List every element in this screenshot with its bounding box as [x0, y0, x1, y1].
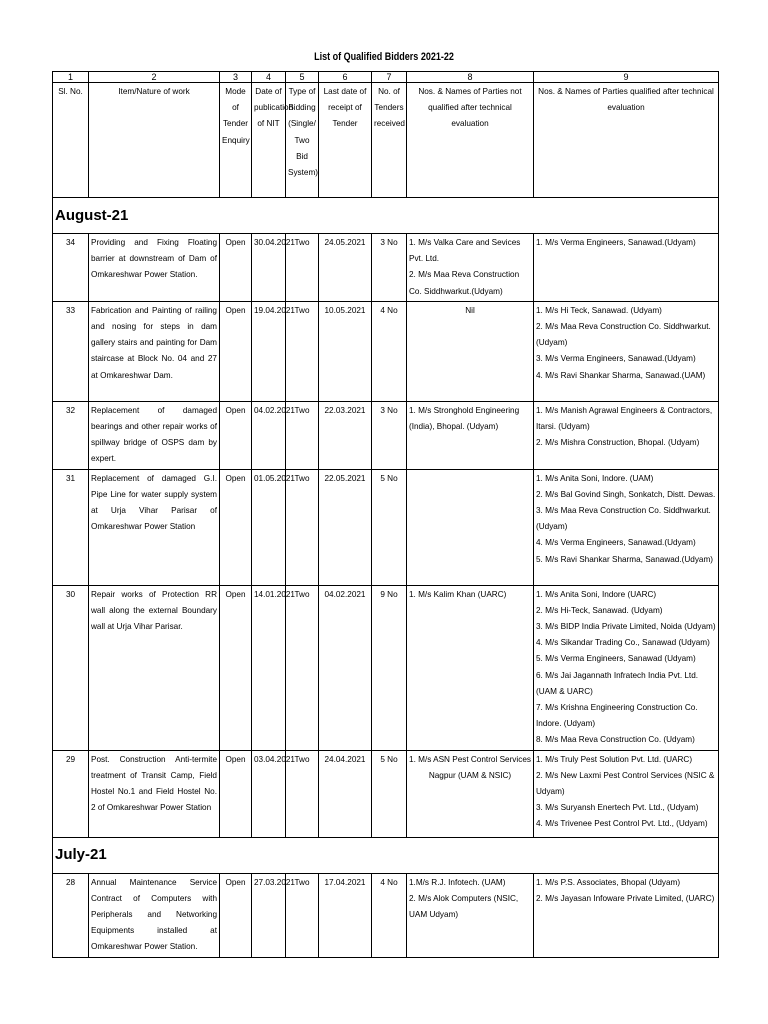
- column-header: Nos. & Names of Parties qualified after technical evaluation: [534, 83, 719, 198]
- mode-cell: Open: [220, 401, 252, 469]
- table-row: [53, 301, 719, 401]
- nit-date-cell: 19.04.2021: [252, 301, 286, 401]
- bidding-type-cell: Two: [286, 873, 319, 957]
- month-row: [53, 198, 719, 234]
- party-entry: 2. M/s Alok Computers (NSIC, UAM Udyam): [409, 893, 519, 920]
- column-number: 3: [220, 72, 252, 83]
- party-entry: 4. M/s Sikandar Trading Co., Sanawad (Udyam): [536, 638, 710, 648]
- party-entry: 1. M/s Verma Engineers, Sanawad.(Udyam): [536, 238, 696, 247]
- work-item-cell: Post. Construction Anti-termite treatment of Transit Camp, Field Hostel No.1 and Field Hostel No. 2 of Omkareshwar Power Station: [89, 750, 220, 837]
- column-number: 8: [407, 72, 534, 83]
- not-qualified-cell: [407, 750, 534, 837]
- nit-date-cell: 04.02.2021: [252, 401, 286, 469]
- nit-date-cell: 27.03.2021: [252, 873, 286, 957]
- party-entry: 2. M/s Mishra Construction, Bhopal. (Udyam): [536, 438, 700, 448]
- column-number: 9: [534, 72, 719, 83]
- column-header: Mode of Tender Enquiry: [220, 83, 252, 198]
- nit-date-cell: 30.04.2021: [252, 234, 286, 302]
- sl-no-cell: 34: [53, 234, 89, 302]
- column-number: 1: [53, 72, 89, 83]
- column-number-row: [53, 72, 719, 83]
- party-entry: 1. M/s P.S. Associates, Bhopal (Udyam): [536, 877, 681, 887]
- mode-cell: Open: [220, 873, 252, 957]
- sl-no-cell: 31: [53, 469, 89, 585]
- last-date-cell: 17.04.2021: [319, 873, 372, 957]
- not-qualified-cell: [407, 401, 534, 469]
- party-entry: 5. M/s Verma Engineers, Sanawad (Udyam): [536, 654, 696, 664]
- party-entry: 1. M/s Kalim Khan (UARC): [409, 589, 507, 599]
- table-row: [53, 750, 719, 837]
- sl-no-cell: 33: [53, 301, 89, 401]
- party-entry: 3. M/s Suryansh Enertech Pvt. Ltd., (Udyam): [536, 803, 699, 813]
- last-date-cell: 22.03.2021: [319, 401, 372, 469]
- month-label: July-21: [53, 837, 719, 873]
- column-header-row: [53, 83, 719, 198]
- column-header: Last date of receipt of Tender: [319, 83, 372, 198]
- party-entry: 1. M/s ASN Pest Control Services Nagpur (UAM & NSIC): [409, 754, 531, 780]
- last-date-cell: 04.02.2021: [319, 585, 372, 750]
- party-entry: 4. M/s Ravi Shankar Sharma, Sanawad.(UAM): [536, 370, 706, 380]
- party-entry: 8. M/s Maa Reva Construction Co. (Udyam): [536, 735, 695, 745]
- tenders-count-cell: 4 No: [372, 873, 407, 957]
- mode-cell: Open: [220, 750, 252, 837]
- work-item-cell: Repair works of Protection RR wall along the external Boundary wall at Urja Vihar Parisar.: [89, 585, 220, 750]
- bidding-type-cell: Two: [286, 469, 319, 585]
- bidding-type-cell: Two: [286, 585, 319, 750]
- nit-date-cell: 03.04.2021: [252, 750, 286, 837]
- tenders-count-cell: 9 No: [372, 585, 407, 750]
- mode-cell: Open: [220, 301, 252, 401]
- qualified-cell: [534, 401, 719, 469]
- column-header: Date of publication of NIT: [252, 83, 286, 198]
- nit-date-cell: 01.05.2021: [252, 469, 286, 585]
- party-entry: 1. M/s Truly Pest Solution Pvt. Ltd. (UARC): [536, 754, 693, 764]
- party-entry: 1. M/s Anita Soni, Indore (UARC): [536, 589, 657, 599]
- party-entry: 2. M/s Jayasan Infoware Private Limited, (UARC): [536, 893, 715, 903]
- bidding-type-cell: Two: [286, 301, 319, 401]
- party-entry: 6. M/s Jai Jagannath Infratech India Pvt. Ltd. (UAM & UARC): [536, 670, 699, 696]
- party-entry: 1.M/s R.J. Infotech. (UAM): [409, 877, 506, 887]
- table-row: [53, 234, 719, 302]
- qualified-cell: [534, 234, 719, 302]
- month-label: August-21: [53, 198, 719, 234]
- last-date-cell: 24.05.2021: [319, 234, 372, 302]
- bidders-table: [52, 71, 719, 958]
- qualified-cell: [534, 585, 719, 750]
- last-date-cell: 10.05.2021: [319, 301, 372, 401]
- qualified-cell: [534, 750, 719, 837]
- party-entry: 2. M/s Maa Reva Construction Co. Siddhwarkut.(Udyam): [536, 322, 711, 348]
- not-qualified-cell: [407, 585, 534, 750]
- tenders-count-cell: 3 No: [372, 401, 407, 469]
- last-date-cell: 24.04.2021: [319, 750, 372, 837]
- tenders-count-cell: 5 No: [372, 750, 407, 837]
- mode-cell: Open: [220, 234, 252, 302]
- work-item-cell: Annual Maintenance Service Contract of Computers with Peripherals and Networking Equipments installed at Omkareshwar Power Station.: [89, 873, 220, 957]
- column-header: Type of Bidding (Single/ Two Bid System): [286, 83, 319, 198]
- work-item-cell: Replacement of damaged bearings and other repair works of spillway bridge of OSPS dam by expert.: [89, 401, 220, 469]
- column-header: No. of Tenders received: [372, 83, 407, 198]
- last-date-cell: 22.05.2021: [319, 469, 372, 585]
- party-entry: 3. M/s Maa Reva Construction Co. Siddhwarkut.(Udyam): [536, 506, 711, 532]
- party-entry: 3. M/s Verma Engineers, Sanawad.(Udyam): [536, 354, 696, 364]
- table-row: [53, 469, 719, 585]
- not-qualified-cell: [407, 234, 534, 302]
- table-row: [53, 401, 719, 469]
- not-qualified-cell: [407, 469, 534, 585]
- work-item-cell: Providing and Fixing Floating barrier at downstream of Dam of Omkareshwar Power Station.: [89, 234, 220, 302]
- party-entry: 1. M/s Manish Agrawal Engineers & Contractors, Itarsi. (Udyam): [536, 405, 713, 432]
- tenders-count-cell: 3 No: [372, 234, 407, 302]
- column-number: 6: [319, 72, 372, 83]
- party-entry: 3. M/s BIDP India Private Limited, Noida (Udyam): [536, 622, 716, 632]
- not-qualified-cell: [407, 873, 534, 957]
- nit-date-cell: 14.01.2021: [252, 585, 286, 750]
- table-row: [53, 585, 719, 750]
- column-number: 5: [286, 72, 319, 83]
- work-item-cell: Fabrication and Painting of railing and nosing for steps in dam gallery stairs and painting for Dam staircase at Block No. 04 and 27 at Omkareshwar Dam.: [89, 301, 220, 401]
- not-qualified-cell: [407, 301, 534, 401]
- sl-no-cell: 32: [53, 401, 89, 469]
- party-entry: 2. M/s Hi-Teck, Sanawad. (Udyam): [536, 605, 663, 615]
- tenders-count-cell: 5 No: [372, 469, 407, 585]
- mode-cell: Open: [220, 469, 252, 585]
- column-number: 7: [372, 72, 407, 83]
- party-entry: 1. M/s Anita Soni, Indore. (UAM): [536, 473, 654, 483]
- party-entry: 5. M/s Ravi Shankar Sharma, Sanawad.(Udyam): [536, 554, 714, 564]
- mode-cell: Open: [220, 585, 252, 750]
- bidding-type-cell: Two: [286, 234, 319, 302]
- party-entry: 1. M/s Hi Teck, Sanawad. (Udyam): [536, 305, 662, 315]
- work-item-cell: Replacement of damaged G.I. Pipe Line for water supply system at Urja Vihar Parisar of Omkareshwar Power Station: [89, 469, 220, 585]
- column-header: Sl. No.: [53, 83, 89, 198]
- qualified-cell: [534, 469, 719, 585]
- party-entry: 4. M/s Verma Engineers, Sanawad.(Udyam): [536, 538, 696, 548]
- column-number: 2: [89, 72, 220, 83]
- qualified-cell: [534, 301, 719, 401]
- page-title: List of Qualified Bidders 2021-22: [314, 51, 454, 63]
- party-entry: 4. M/s Trivenee Pest Control Pvt. Ltd., (Udyam): [536, 819, 708, 829]
- table-row: [53, 873, 719, 957]
- party-entry: 2. M/s Bal Govind Singh, Sonkatch, Distt. Dewas.: [536, 489, 716, 499]
- party-entry: 2. M/s New Laxmi Pest Control Services (NSIC & Udyam): [536, 770, 715, 797]
- qualified-cell: [534, 873, 719, 957]
- bidding-type-cell: Two: [286, 750, 319, 837]
- party-entry: 7. M/s Krishna Engineering Construction Co. Indore. (Udyam): [536, 703, 698, 729]
- sl-no-cell: 29: [53, 750, 89, 837]
- sl-no-cell: 28: [53, 873, 89, 957]
- bidding-type-cell: Two: [286, 401, 319, 469]
- party-entry: Nil: [465, 305, 475, 315]
- column-number: 4: [252, 72, 286, 83]
- column-header: Item/Nature of work: [89, 83, 220, 198]
- party-entry: 1. M/s Stronghold Engineering (India), Bhopal. (Udyam): [409, 405, 520, 432]
- party-entry: 2. M/s Maa Reva Construction Co. Siddhwarkut.(Udyam): [409, 270, 520, 296]
- party-entry: 1. M/s Valka Care and Sevices Pvt. Ltd.: [409, 238, 521, 264]
- month-row: [53, 837, 719, 873]
- table-body: [53, 72, 719, 958]
- tenders-count-cell: 4 No: [372, 301, 407, 401]
- column-header: Nos. & Names of Parties not qualified after technical evaluation: [407, 83, 534, 198]
- sl-no-cell: 30: [53, 585, 89, 750]
